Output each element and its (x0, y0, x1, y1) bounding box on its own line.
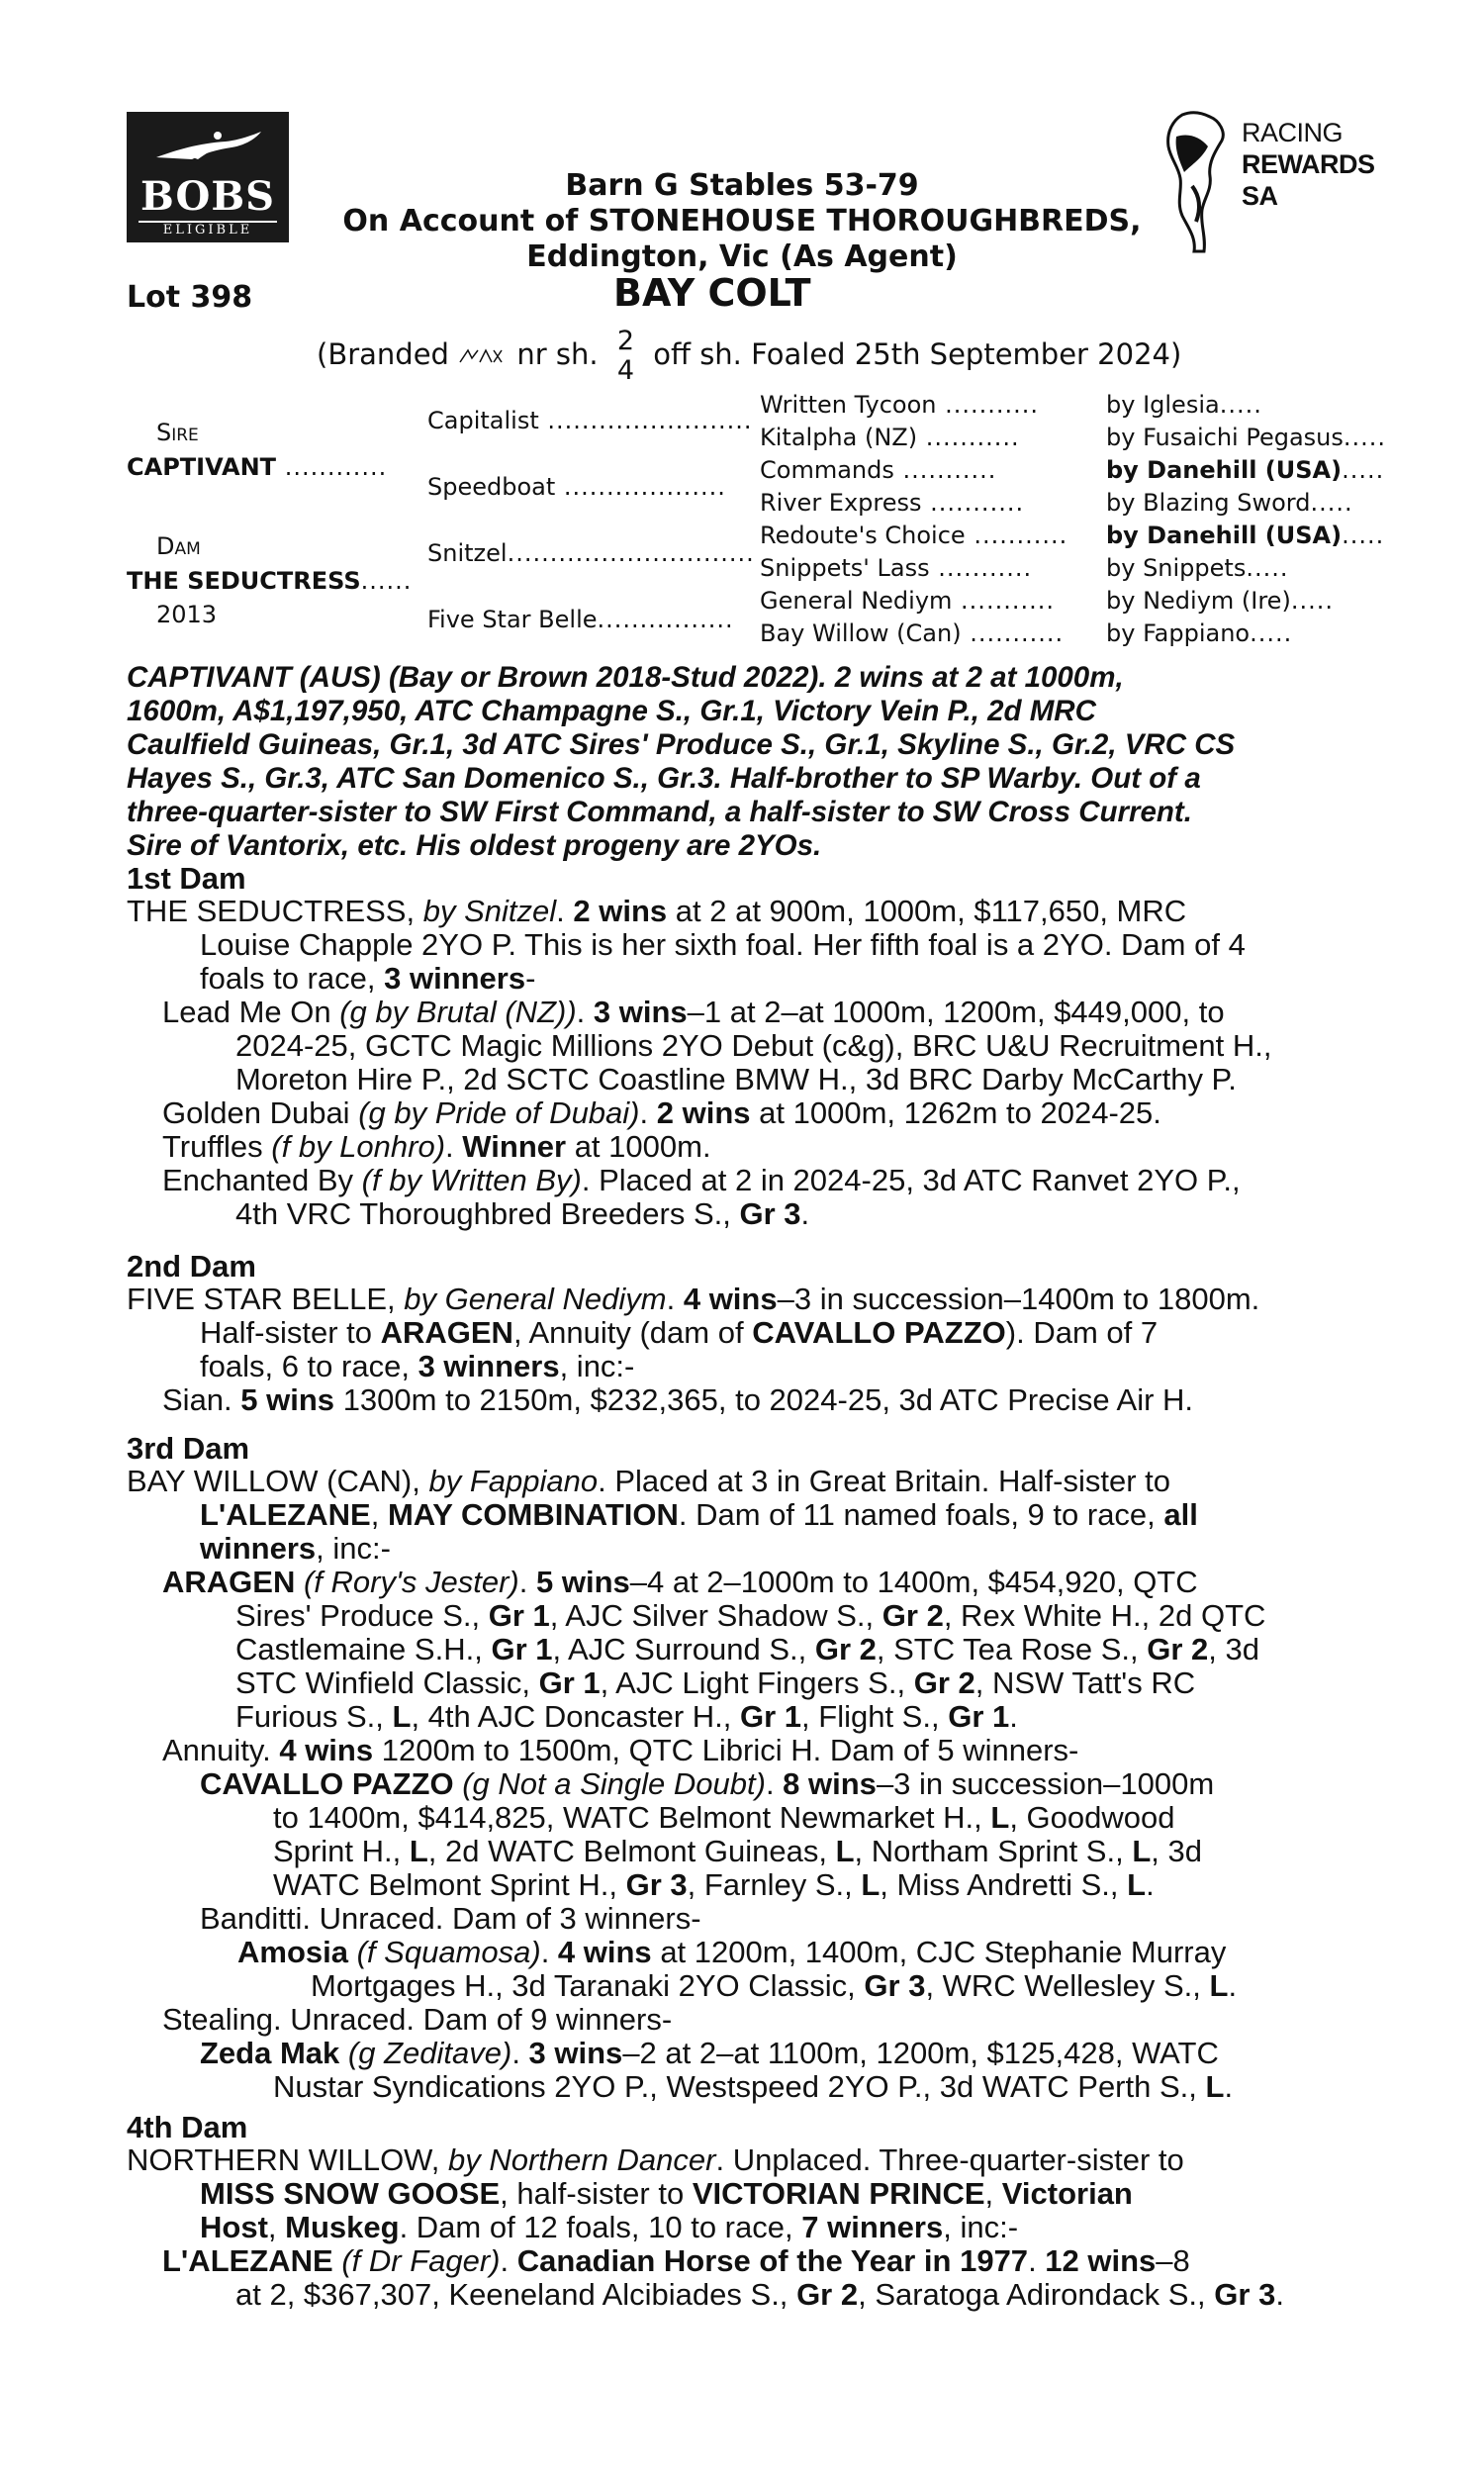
sire-description-line: CAPTIVANT (AUS) (Bay or Brown 2018-Stud 2022). 2 wins at 2 at 1000m, (127, 661, 1124, 694)
progeny-enchanted-by: Enchanted By (f by Written By). Placed at 2 in 2024-25, 3d ATC Ranvet 2YO P., 4th VRC Thoroughbred Breeders S., Gr 3. (162, 1163, 1241, 1231)
gen3-sire-of: by Nediym (Ire)..... (1106, 587, 1334, 615)
racing-rewards-line-2: REWARDS (1242, 149, 1375, 179)
racing-rewards-text (1242, 117, 1375, 212)
pedigree-gen2-2: Speedboat ................... (427, 473, 726, 501)
brand-suffix: off sh. Foaled 25th September 2024) (653, 337, 1182, 371)
barn-stables: Barn G Stables 53-79 (565, 168, 919, 203)
gen3-by-line: by Fappiano (1106, 619, 1251, 647)
gen3-ancestor: Snippets' Lass ........... (760, 554, 1033, 582)
progeny-lead-me-on: Lead Me On (g by Brutal (NZ)). 3 wins–1 at 2–at 1000m, 1200m, $449,000, to 2024-25, GCTC Magic Millions 2YO Debut (c&g), BRC U&U Recruitment H., Moreton Hire P., 2d SCTC Coastline BMW H., 3d BRC Darby McCarthy P. (162, 995, 1272, 1096)
gen3-by-line: by Nediym (Ire) (1106, 587, 1291, 615)
sire-leader: ............ (276, 453, 388, 481)
sire-description-line: three-quarter-sister to SW First Command, a half-sister to SW Cross Current. (127, 796, 1192, 828)
pedigree-table (127, 389, 1387, 656)
gen3-by-line: by Danehill (USA) (1106, 456, 1343, 484)
gen3-ancestor: Kitalpha (NZ) ........... (760, 424, 1020, 451)
gen3-ancestor-name: Commands (760, 456, 894, 484)
racing-rewards-line-1: RACING (1242, 118, 1344, 147)
brand-fraction-bottom: 4 (616, 355, 635, 386)
brand-mark-icon (458, 346, 508, 366)
pedigree-gen2-1: Capitalist ........................ (427, 407, 753, 434)
second-dam-section: FIVE STAR BELLE, by General Nediym. 4 wins–3 in succession–1400m to 1800m. Half-sister to ARAGEN, Annuity (dam of CAVALLO PAZZO). Dam of 7 foals, 6 to race, 3 winners, inc:- Sian. 5 wins 1300m to 2150m, $232,365, to 2024-25, 3d ATC Precise Air H. (127, 1283, 1363, 1417)
gen3-ancestor: Written Tycoon ........... (760, 391, 1040, 419)
gen3-ancestor-name: Snippets' Lass (760, 554, 930, 582)
gen3-by-line: by Danehill (USA) (1106, 522, 1343, 549)
dam-name: THE SEDUCTRESS (127, 567, 361, 595)
brand-near-side: nr sh. (516, 337, 599, 371)
brand-line (317, 327, 1181, 386)
dam-leader: ...... (360, 567, 413, 595)
progeny-sian: Sian. 5 wins 1300m to 2150m, $232,365, to 2024-25, 3d ATC Precise Air H. (162, 1382, 1194, 1417)
progeny-zeda-mak: Zeda Mak (g Zeditave). 3 wins–2 at 2–at 1100m, 1200m, $125,428, WATC Nustar Syndications 2YO P., Westspeed 2YO P., 3d WATC Perth S., L. (200, 2036, 1234, 2104)
pedigree-gen2-4: Five Star Belle................ (427, 606, 734, 633)
sire-description-line: 1600m, A$1,197,950, ATC Champagne S., Gr.1, Victory Vein P., 2d MRC (127, 695, 1096, 727)
gen3-by-line: by Snippets (1106, 554, 1247, 582)
gen3-sire-of: by Danehill (USA)..... (1106, 522, 1385, 549)
gen3-ancestor-name: General Nediym (760, 587, 953, 615)
third-dam-heading: 3rd Dam (127, 1431, 250, 1466)
progeny-golden-dubai: Golden Dubai (g by Pride of Dubai). 2 wins at 1000m, 1262m to 2024-25. (162, 1095, 1161, 1130)
racing-rewards-line-3: SA (1242, 181, 1278, 211)
bobs-logo-text: BOBS (139, 173, 276, 220)
lot-number: Lot 398 (127, 280, 253, 315)
gen3-by-line: by Blazing Sword (1106, 489, 1311, 517)
third-dam-section: BAY WILLOW (CAN), by Fappiano. Placed at 3 in Great Britain. Half-sister to L'ALEZANE, MAY COMBINATION. Dam of 11 named foals, 9 to race, all winners, inc:- ARAGEN (f Rory's Jester). 5 wins–4 at 2–1000m to 1400m, $454,920, QTC Sires' Produce S., Gr 1, AJC Silver Shadow S., Gr 2, Rex White H., 2d QTC Castlemaine S.H., Gr 1, AJC Surround S., Gr 2, STC Tea Rose S., Gr 2, 3d STC Winfield Classic, Gr 1, AJC Light Fingers S., Gr 2, NSW Tatt's RC Furious S., L, 4th AJC Doncaster H., Gr 1, Flight S., Gr 1. Annuity. 4 wins 1200m to 1500m, QTC Librici H. Dam of 5 winners- CAVALLO PAZZO (g Not a Single Doubt). 8 wins–3 in succession–1000m to 1400m, $414,825, WATC Belmont Newmarket H., L, Goodwood Sprint H., L, 2d WATC Belmont Guineas, L, Northam Sprint S., L, 3d WATC Belmont Sprint H., Gr 3, Farnley S., L, Miss Andretti S., L. Banditti. Unraced. Dam of 3 winners- Amosia (f Squamosa). 4 wins at 1200m, 1400m, CJC Stephanie Murray Mortgages H., 3d Taranaki 2YO Classic, Gr 3, WRC Wellesley S., L. Stealing. Unraced. Dam of 9 winners- Zeda Mak (g Zeditave). 3 wins–2 at 2–at 1100m, 1200m, $125,428, WATC Nustar Syndications 2YO P., Westspeed 2YO P., 3d WATC Perth S., L. (127, 1465, 1363, 2104)
fourth-dam-section: NORTHERN WILLOW, by Northern Dancer. Unplaced. Three-quarter-sister to MISS SNOW GOOSE, half-sister to VICTORIAN PRINCE, Victorian Host, Muskeg. Dam of 12 foals, 10 to race, 7 winners, inc:- L'ALEZANE (f Dr Fager). Canadian Horse of the Year in 1977. 12 wins–8 at 2, $367,307, Keeneland Alcibiades S., Gr 2, Saratoga Adirondack S., Gr 3. (127, 2143, 1363, 2312)
first-dam-heading: 1st Dam (127, 861, 246, 896)
gen3-sire-of: by Blazing Sword..... (1106, 489, 1353, 517)
gen2-name: Five Star Belle (427, 606, 598, 633)
gen3-by-line: by Fusaichi Pegasus (1106, 424, 1344, 451)
gen3-sire-of: by Fappiano..... (1106, 619, 1293, 647)
gen2-name: Snitzel (427, 539, 508, 567)
gen3-ancestor: General Nediym ........... (760, 587, 1055, 615)
gen3-ancestor: River Express ........... (760, 489, 1025, 517)
fourth-dam-heading: 4th Dam (127, 2110, 248, 2144)
second-dam-heading: 2nd Dam (127, 1249, 256, 1284)
sire-row (127, 451, 387, 484)
sire-label: Sire (156, 419, 199, 446)
gen3-ancestor-name: Written Tycoon (760, 391, 937, 419)
bobs-logo-subtext: ELIGIBLE (139, 221, 277, 238)
brand-prefix: (Branded (317, 337, 449, 371)
gen3-sire-of: by Snippets..... (1106, 554, 1289, 582)
gen3-sire-of: by Fusaichi Pegasus..... (1106, 424, 1387, 451)
progeny-annuity: Annuity. 4 wins 1200m to 1500m, QTC Librici H. Dam of 5 winners- (162, 1733, 1079, 1767)
gen3-ancestor-name: River Express (760, 489, 922, 517)
vendor-account: On Account of STONEHOUSE THOROUGHBREDS, (342, 204, 1142, 238)
gen2-name: Speedboat (427, 473, 556, 501)
gen3-ancestor-name: Redoute's Choice (760, 522, 966, 549)
progeny-lalezane: L'ALEZANE (f Dr Fager). Canadian Horse of the Year in 1977. 12 wins–8 at 2, $367,307, Keeneland Alcibiades S., Gr 2, Saratoga Adirondack S., Gr 3. (162, 2243, 1284, 2312)
gen3-sire-of: by Iglesia..... (1106, 391, 1262, 419)
sire-name: CAPTIVANT (127, 453, 277, 481)
gen3-ancestor-name: Bay Willow (Can) (760, 619, 962, 647)
progeny-aragen: ARAGEN (f Rory's Jester). 5 wins–4 at 2–1000m to 1400m, $454,920, QTC Sires' Produce S., Gr 1, AJC Silver Shadow S., Gr 2, Rex White H., 2d QTC Castlemaine S.H., Gr 1, AJC Surround S., Gr 2, STC Tea Rose S., Gr 2, 3d STC Winfield Classic, Gr 1, AJC Light Fingers S., Gr 2, NSW Tatt's RC Furious S., L, 4th AJC Doncaster H., Gr 1, Flight S., Gr 1. (162, 1565, 1266, 1734)
first-dam-paragraph: THE SEDUCTRESS, by Snitzel. 2 wins at 2 at 900m, 1000m, $117,650, MRC Louise Chapple 2YO P. This is her sixth foal. Her fifth foal is a 2YO. Dam of 4 foals to race, 3 winners- (127, 894, 1246, 996)
progeny-cavallo-pazzo: CAVALLO PAZZO (g Not a Single Doubt). 8 wins–3 in succession–1000m to 1400m, $414,825, WATC Belmont Newmarket H., L, Goodwood Sprint H., L, 2d WATC Belmont Guineas, L, Northam Sprint S., L, 3d WATC Belmont Sprint H., Gr 3, Farnley S., L, Miss Andretti S., L. (200, 1766, 1215, 1902)
vendor-location: Eddington, Vic (As Agent) (526, 239, 958, 274)
progeny-banditti: Banditti. Unraced. Dam of 3 winners- (200, 1901, 701, 1936)
brand-fraction (617, 327, 634, 386)
sire-description (127, 661, 1353, 863)
progeny-stealing: Stealing. Unraced. Dam of 9 winners- (162, 2002, 673, 2037)
pedigree-gen2-3: Snitzel............................. (427, 539, 755, 567)
sire-description-line: Hayes S., Gr.3, ATC San Domenico S., Gr.3. Half-brother to SP Warby. Out of a (127, 762, 1201, 795)
dam-label: Dam (156, 532, 201, 560)
horse-rider-icon (148, 130, 267, 165)
gen3-ancestor: Commands ........... (760, 456, 997, 484)
gen2-name: Capitalist (427, 407, 539, 434)
lot-title: BAY COLT (613, 271, 811, 315)
bobs-eligible-logo (127, 112, 289, 242)
progeny-truffles: Truffles (f by Lonhro). Winner at 1000m. (162, 1129, 711, 1164)
sire-description-line: Sire of Vantorix, etc. His oldest progeny are 2YOs. (127, 829, 822, 862)
dam-row (127, 565, 412, 598)
brand-fraction-top: 2 (616, 326, 635, 356)
sire-description-line: Caulfield Guineas, Gr.1, 3d ATC Sires' Produce S., Gr.1, Skyline S., Gr.2, VRC CS (127, 728, 1236, 761)
gen3-ancestor-name: Kitalpha (NZ) (760, 424, 918, 451)
gen3-sire-of: by Danehill (USA)..... (1106, 456, 1385, 484)
progeny-amosia: Amosia (f Squamosa). 4 wins at 1200m, 1400m, CJC Stephanie Murray Mortgages H., 3d Taranaki 2YO Classic, Gr 3, WRC Wellesley S., L. (237, 1935, 1238, 2003)
dam-year: 2013 (156, 601, 218, 628)
gen3-by-line: by Iglesia (1106, 391, 1220, 419)
gen3-ancestor: Redoute's Choice ........... (760, 522, 1068, 549)
gen3-ancestor: Bay Willow (Can) ........... (760, 619, 1065, 647)
first-dam-section (127, 895, 1363, 1231)
